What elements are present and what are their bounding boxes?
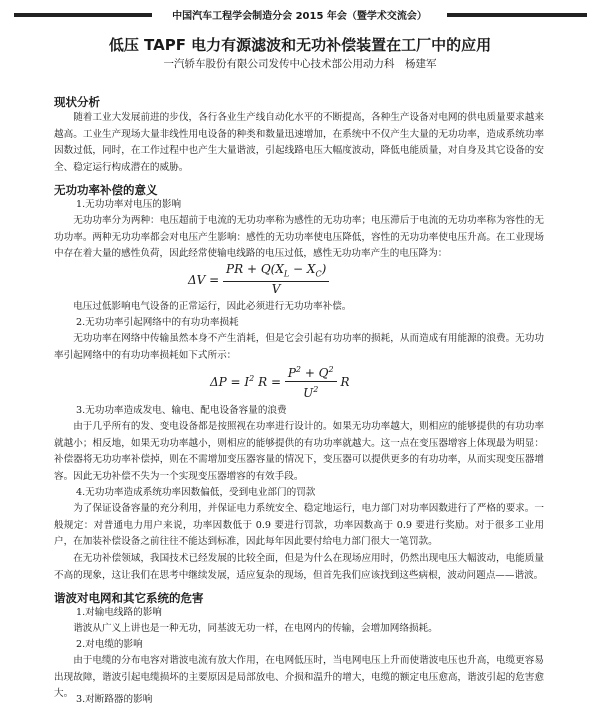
paper-title: 低压 TAPF 电力有源滤波和无功补偿装置在工厂中的应用 [108,36,492,54]
page-header [0,4,600,24]
author-line: 一汽轿车股份有限公司发传中心技术部公用动力科 杨建军 [163,58,437,70]
paragraph-capacity-waste: 由于几乎所有的发、变电设备都是按照视在功率进行设计的。如果无功功率越大，则相应的能够提供的有功功率就越小；相反地，如果无功功率越小，则相应的能够提供的有功功率就越大。这一点在变压器增容上体现最为明显：补偿器将无功功率补偿掉，则在不需增加变压器容量的情况下，变压器可以提供更多的有功功率，从而实现变压器增容。因此无功补偿不失为一个实现变压器增容的有效手段。 [54,421,544,482]
paragraph-low-voltage: 电压过低影响电气设备的正常运行，因此必须进行无功功率补偿。 [73,301,352,312]
subitem-transmission-line: 1.对输电线路的影响 [76,607,162,618]
paragraph-harmonics-intro: 在无功补偿领域，我国技术已经发展的比较全面，但是为什么在现场应用时，仍然出现电压大幅波动，电能质量不高的现象，这让我们在思考中继续发展，适应复杂的现场，但首先我们应该找到这些病根，波动问题点——谐波。 [54,553,544,581]
header-rule-right [447,13,587,17]
subitem-power-factor: 4.无功功率造成系统功率因数偏低，受到电业部门的罚款 [76,487,316,498]
paragraph-power-factor: 为了保证设备容量的充分利用，并保证电力系统安全、稳定地运行，电力部门对功率因数进行了严格的要求。一般规定：对普通电力用户来说，功率因数低于 0.9 要进行罚款，功率因数高于 0.9 要进行奖励。对于很多工业用户，在加装补偿设备之前往往不能达到标准，因此每年因此要付给电力部门很大一笔罚款。 [54,503,544,547]
subitem-voltage-effect: 1.无功功率对电压的影响 [76,199,182,210]
header-rule-left [14,13,152,17]
formula-voltage-drop: ΔV = $\frac{PR + Q(X_L - X_C)}{V}$ [188,262,329,297]
paragraph-active-loss: 无功功率在网络中传输虽然本身不产生消耗，但是它会引起有功功率的损耗，从而造成有用能源的浪费。无功功率引起网络中的有功功率损耗如下式所示： [54,333,544,361]
header-text: 中国汽车工程学会制造分会 2015 年会（暨学术交流会） [172,11,427,22]
subitem-breaker: 3.对断路器的影响 [76,694,153,705]
paragraph-cable: 由于电缆的分布电容对谐波电流有放大作用，在电网低压时，当电网电压上升而使谐波电压也升高，电缆更容易出现故障，谐波引起电缆损坏的主要原因是局部放电、介损和温升的增大，电缆的额定电压愈高，谐波引起的危害愈大。 [54,655,544,699]
formula-power-loss: $\Delta P = I^2$ R = $\frac{P^2 + Q^2}{U^2}$ R [210,362,350,401]
paragraph-voltage-effect: 无功功率分为两种：电压超前于电流的无功功率称为感性的无功功率；电压滞后于电流的无功功率称为容性的无功功率。两种无功功率都会对电压产生影响：感性的无功功率使电压降低，容性的无功功率使电压升高。在工业现场中存在着大量的感性负荷，因此经常使输电线路的电压过低，感性无功功率产生的电压降为： [54,215,544,259]
section-status-paragraph: 随着工业大发展前进的步伐，各行各业生产线自动化水平的不断提高，各种生产设备对电网的供电质量要求越来越高。工业生产现场大量非线性用电设备的种类和数量迅速增加，在系统中不仅产生大量的无功功率，造成系统功率因数过低，同时，在工作过程中也产生大量谐波，引起线路电压大幅度波动，降低电能质量，对自身及其它设备的安全、稳定运行构成潜在的威胁。 [54,112,544,173]
subitem-capacity-waste: 3.无功功率造成发电、输电、配电设备容量的浪费 [76,405,287,416]
subitem-active-loss: 2.无功功率引起网络中的有功功率损耗 [76,317,239,328]
paragraph-transmission-line: 谐波从广义上讲也是一种无功，同基波无功一样，在电网内的传输，会增加网络损耗。 [73,623,438,634]
section-heading-reactive-power: 无功功率补偿的意义 [54,183,158,197]
subitem-cable: 2.对电缆的影响 [76,639,143,650]
section-heading-status: 现状分析 [54,95,100,109]
section-heading-harmonics: 谐波对电网和其它系统的危害 [54,591,204,605]
